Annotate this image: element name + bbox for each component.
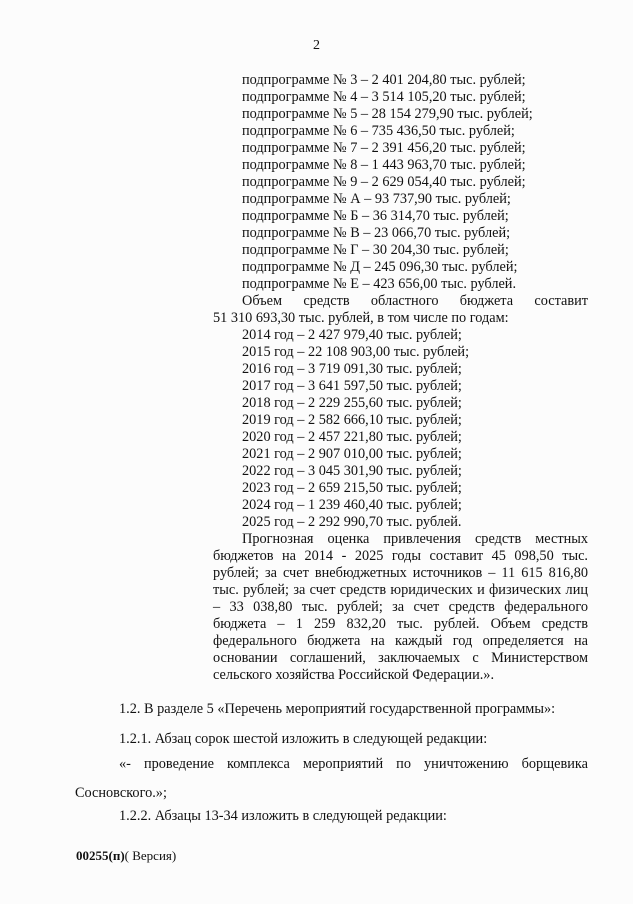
year-line: 2020 год – 2 457 221,80 тыс. рублей; [242, 429, 462, 445]
item-1-2: 1.2. В разделе 5 «Перечень мероприятий государственной программы»: [119, 701, 556, 717]
year-line: 2017 год – 3 641 597,50 тыс. рублей; [242, 378, 462, 394]
section-1-2 [75, 701, 588, 718]
subprogram-line: подпрограмме № Е – 423 656,00 тыс. рублей. [242, 276, 517, 292]
regional-budget-total: 51 310 693,30 тыс. рублей, в том числе по годам: [213, 310, 509, 326]
budget-column [213, 72, 588, 684]
subprogram-list [213, 72, 588, 293]
year-line: 2021 год – 2 907 010,00 тыс. рублей; [242, 446, 462, 462]
subprogram-line: подпрограмме № 8 – 1 443 963,70 тыс. рублей; [242, 157, 526, 173]
subprogram-line: подпрограмме № 3 – 2 401 204,80 тыс. рублей; [242, 72, 526, 88]
section-1-2-2 [75, 808, 588, 825]
subprogram-line: подпрограмме № Д – 245 096,30 тыс. рублей; [242, 259, 518, 275]
year-line: 2014 год – 2 427 979,40 тыс. рублей; [242, 327, 462, 343]
year-line: 2016 год – 3 719 091,30 тыс. рублей; [242, 361, 462, 377]
page-number: 2 [313, 38, 320, 53]
subprogram-line: подпрограмме № Б – 36 314,70 тыс. рублей; [242, 208, 509, 224]
year-line: 2023 год – 2 659 215,50 тыс. рублей; [242, 480, 462, 496]
section-1-2-1 [75, 731, 588, 748]
year-line: 2025 год – 2 292 990,70 тыс. рублей. [242, 514, 462, 530]
forecast-paragraph: Прогнозная оценка привлечения средств местных бюджетов на 2014 - 2025 годы составит 45 098,50 тыс. рублей; за счет внебюджетных источников – 11 615 816,80 тыс. рублей; за счет средств юридических и физических лиц – 33 038,80 тыс. рублей; за счет средств федерального бюджета – 1 259 832,20 тыс. рублей. Объем средств федерального бюджета на каждый год определяется на основании соглашений, заключаемых с Министерством сельского хозяйства Российской Федерации.». [213, 531, 588, 683]
subprogram-line: подпрограмме № 7 – 2 391 456,20 тыс. рублей; [242, 140, 526, 156]
year-line: 2015 год – 22 108 903,00 тыс. рублей; [242, 344, 470, 360]
document-footer [76, 848, 176, 864]
subprogram-line: подпрограмме № В – 23 066,70 тыс. рублей; [242, 225, 511, 241]
subprogram-line: подпрограмме № 4 – 3 514 105,20 тыс. рублей; [242, 89, 526, 105]
year-line: 2022 год – 3 045 301,90 тыс. рублей; [242, 463, 462, 479]
quote-line-1: «- проведение комплекса мероприятий по уничтожению борщевика [119, 756, 588, 772]
item-1-2-2: 1.2.2. Абзацы 13-34 изложить в следующей редакции: [119, 808, 447, 824]
year-line: 2019 год – 2 582 666,10 тыс. рублей; [242, 412, 462, 428]
item-1-2-1: 1.2.1. Абзац сорок шестой изложить в следующей редакции: [119, 731, 488, 747]
subprogram-line: подпрограмме № Г – 30 204,30 тыс. рублей; [242, 242, 509, 258]
subprogram-line: подпрограмме № А – 93 737,90 тыс. рублей; [242, 191, 511, 207]
quote-block [75, 756, 588, 802]
quote-line-2: Сосновского.»; [75, 785, 167, 801]
year-line: 2024 год – 1 239 460,40 тыс. рублей; [242, 497, 462, 513]
regional-budget-heading: Объем средств областного бюджета составит [242, 293, 588, 309]
subprogram-line: подпрограмме № 5 – 28 154 279,90 тыс. рублей; [242, 106, 533, 122]
footer-version: ( Версия) [124, 848, 177, 863]
year-line: 2018 год – 2 229 255,60 тыс. рублей; [242, 395, 462, 411]
subprogram-line: подпрограмме № 6 – 735 436,50 тыс. рублей; [242, 123, 515, 139]
yearly-budget-list [213, 327, 588, 531]
subprogram-line: подпрограмме № 9 – 2 629 054,40 тыс. рублей; [242, 174, 526, 190]
footer-code: 00255(п) [76, 848, 125, 863]
